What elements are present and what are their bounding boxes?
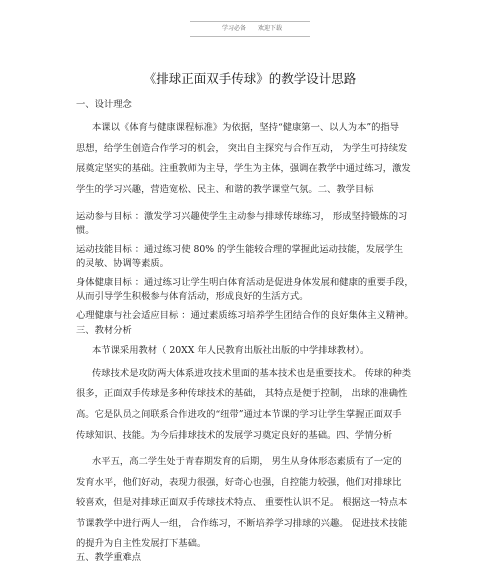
paragraph-line: 发育水平，他们好动，表现力很强，好奇心也强，自控能力较强，他们对排球比: [76, 477, 402, 488]
goal-skill-cont: 的灵敏、协调等素质。: [76, 258, 169, 269]
section-heading-5: 五、教学重难点: [76, 552, 142, 563]
goal-mental: 心理健康与社会适应目标 ：通过素质练习培养学生团结合作的良好集体主义精神。: [76, 310, 414, 321]
paragraph-line: 水平五，高二学生处于青春期发育的后期， 男生从身体形态素质有了一定的: [92, 456, 402, 467]
page-title: 《排球正面双手传球》的教学设计思路: [143, 71, 357, 86]
paragraph-line: 的提升为自主性发展打下基础。: [76, 538, 207, 549]
section-heading-3: 三、教材分析: [76, 325, 132, 336]
paragraph-line: 本课以《体育与健康课程标准》为依据，坚持“健康第一、以人为本”的指导: [92, 122, 400, 133]
goal-participation: 运动参与目标 ：激发学习兴趣使学生主动参与排球传球练习， 形成坚持锻炼的习: [76, 211, 408, 222]
paragraph-line: 思想，给学生创造合作学习的机会， 突出自主探究与合作互动， 为学生可持续发: [76, 143, 408, 154]
section-heading-1: 一、设计理念: [76, 99, 132, 110]
goal-health: 身体健康目标 ：通过练习让学生明白体育活动是促进身体发展和健康的重要手段，: [76, 277, 414, 288]
paragraph-line: 很多，正面双手传球是多种传球技术的基础， 其特点是便于控制， 出球的准确性: [76, 388, 408, 399]
paragraph-line: 较喜欢，但是对排球正面双手传球技术特点、 重要性认识不足。 根据这一特点本: [76, 497, 408, 508]
paragraph-line: 传球知识、技能。为今后排球技术的发展学习奠定良好的基础。四、学情分析: [76, 430, 393, 441]
header-rule-bottom: [190, 36, 310, 37]
goal-skill: 运动技能目标 ：通过练习使 80% 的学生能较合理的掌握此运动技能，发展学生: [76, 244, 404, 255]
goal-health-cont: 从而引导学生积极参与体育活动，形成良好的生活方式。: [76, 291, 309, 302]
paragraph-line: 高。它是队员之间联系合作进攻的“纽带”通过本节课的学习让学生掌握正面双手: [76, 409, 402, 420]
header-rule-top: [190, 21, 310, 22]
header-left-text: 学习必备: [222, 25, 247, 32]
paragraph-line: 传球技术是攻防两大体系进攻技术里面的基本技术也是重要技术。 传球的种类: [92, 368, 412, 379]
goal-participation-cont: 惯。: [76, 225, 95, 236]
paragraph-line: 学生的学习兴趣，营造宽松、民主、和谐的教学课堂气氛。二、教学目标: [76, 184, 374, 195]
paragraph-line: 节课教学中进行两人一组， 合作练习，不断培养学习排球的兴趣。 促进技术技能: [76, 518, 408, 529]
header-banner: [208, 24, 296, 34]
header-right-text: 欢迎下载: [257, 25, 282, 32]
paragraph-line: 本节课采用教材（ 20XX 年人民教育出版社出版的中学排球教材）。: [92, 345, 370, 356]
paragraph-line: 展奠定坚实的基础。注重教师为主导，学生为主体，强调在教学中通过练习，激发: [76, 163, 411, 174]
